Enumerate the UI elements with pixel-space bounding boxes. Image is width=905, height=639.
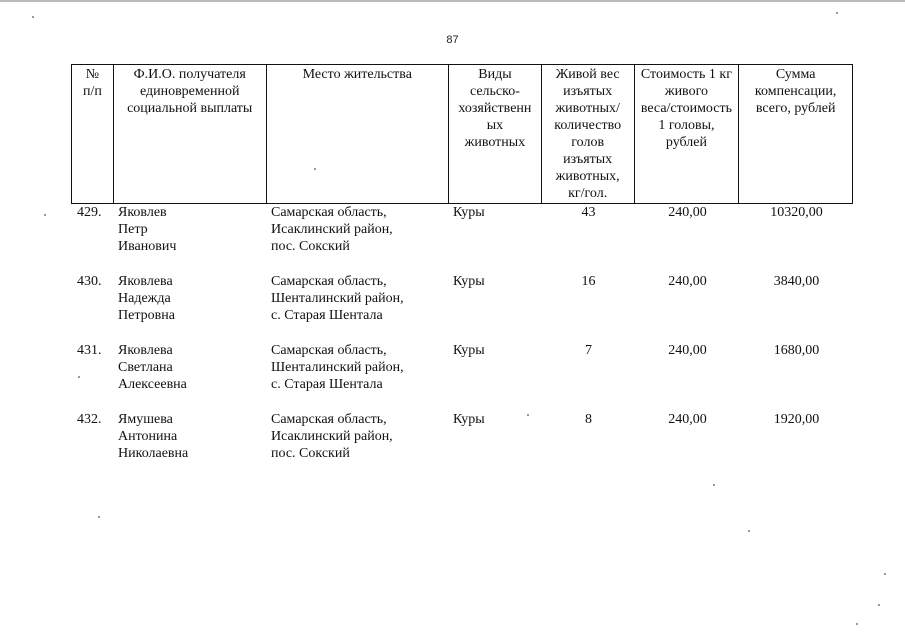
table-header [71, 64, 853, 204]
weight-count: 43 [581, 205, 596, 220]
residence: Самарская область, Исаклинский район, пос. Сокский [271, 412, 393, 461]
animal-type: Куры [453, 412, 485, 427]
header-animal-type: Виды сельско- хозяйственн ых животных [449, 65, 542, 203]
scan-speck [836, 12, 838, 14]
unit-price: 240,00 [668, 205, 707, 220]
total-sum: 10320,00 [770, 205, 823, 220]
animal-type: Куры [453, 274, 485, 289]
table-row [71, 273, 853, 333]
header-weight-count: Живой вес изъятых животных/ количество голов изъятых животных, кг/гол. [542, 65, 635, 203]
residence: Самарская область, Шенталинский район, с. Старая Шентала [271, 274, 404, 323]
residence: Самарская область, Шенталинский район, с. Старая Шентала [271, 343, 404, 392]
weight-count: 7 [585, 343, 592, 358]
animal-type: Куры [453, 205, 485, 220]
total-sum: 1680,00 [773, 343, 820, 358]
scan-speck [748, 530, 750, 532]
scan-speck [44, 214, 46, 216]
scan-speck [314, 168, 316, 170]
scan-speck [527, 414, 529, 416]
scan-speck [856, 623, 858, 625]
table-row [71, 411, 853, 471]
recipient-name: Ямушева Антонина Николаевна [118, 412, 189, 461]
header-total-sum: Сумма компенсации, всего, рублей [754, 67, 837, 116]
total-sum: 1920,00 [773, 412, 820, 427]
row-number: 432. [77, 412, 102, 427]
header-number: № п/п [72, 65, 114, 203]
table-row [71, 342, 853, 402]
page-number: 87 [446, 34, 459, 46]
total-sum: 3840,00 [773, 274, 820, 289]
row-number: 430. [77, 274, 102, 289]
recipient-name: Яковлева Светлана Алексеевна [118, 343, 187, 392]
scan-speck [78, 376, 80, 378]
scan-top-edge [0, 0, 905, 2]
scan-speck [884, 573, 886, 575]
header-residence: Место жительства [267, 65, 450, 203]
weight-count: 16 [581, 274, 596, 289]
residence: Самарская область, Исаклинский район, пос. Сокский [271, 205, 393, 254]
row-number: 431. [77, 343, 102, 358]
recipient-name: Яковлева Надежда Петровна [118, 274, 175, 323]
recipient-name: Яковлев Петр Иванович [118, 205, 177, 254]
header-recipient-name: Ф.И.О. получателя единовременной социальной выплаты [114, 65, 267, 203]
scan-speck [32, 16, 34, 18]
weight-count: 8 [585, 412, 592, 427]
scan-speck [98, 516, 100, 518]
table-row [71, 204, 853, 264]
row-number: 429. [77, 205, 102, 220]
unit-price: 240,00 [668, 412, 707, 427]
unit-price: 240,00 [668, 343, 707, 358]
scan-speck [713, 484, 715, 486]
animal-type: Куры [453, 343, 485, 358]
header-unit-price: Стоимость 1 кг живого веса/стоимость 1 головы, рублей [635, 65, 740, 203]
unit-price: 240,00 [668, 274, 707, 289]
scan-speck [878, 604, 880, 606]
